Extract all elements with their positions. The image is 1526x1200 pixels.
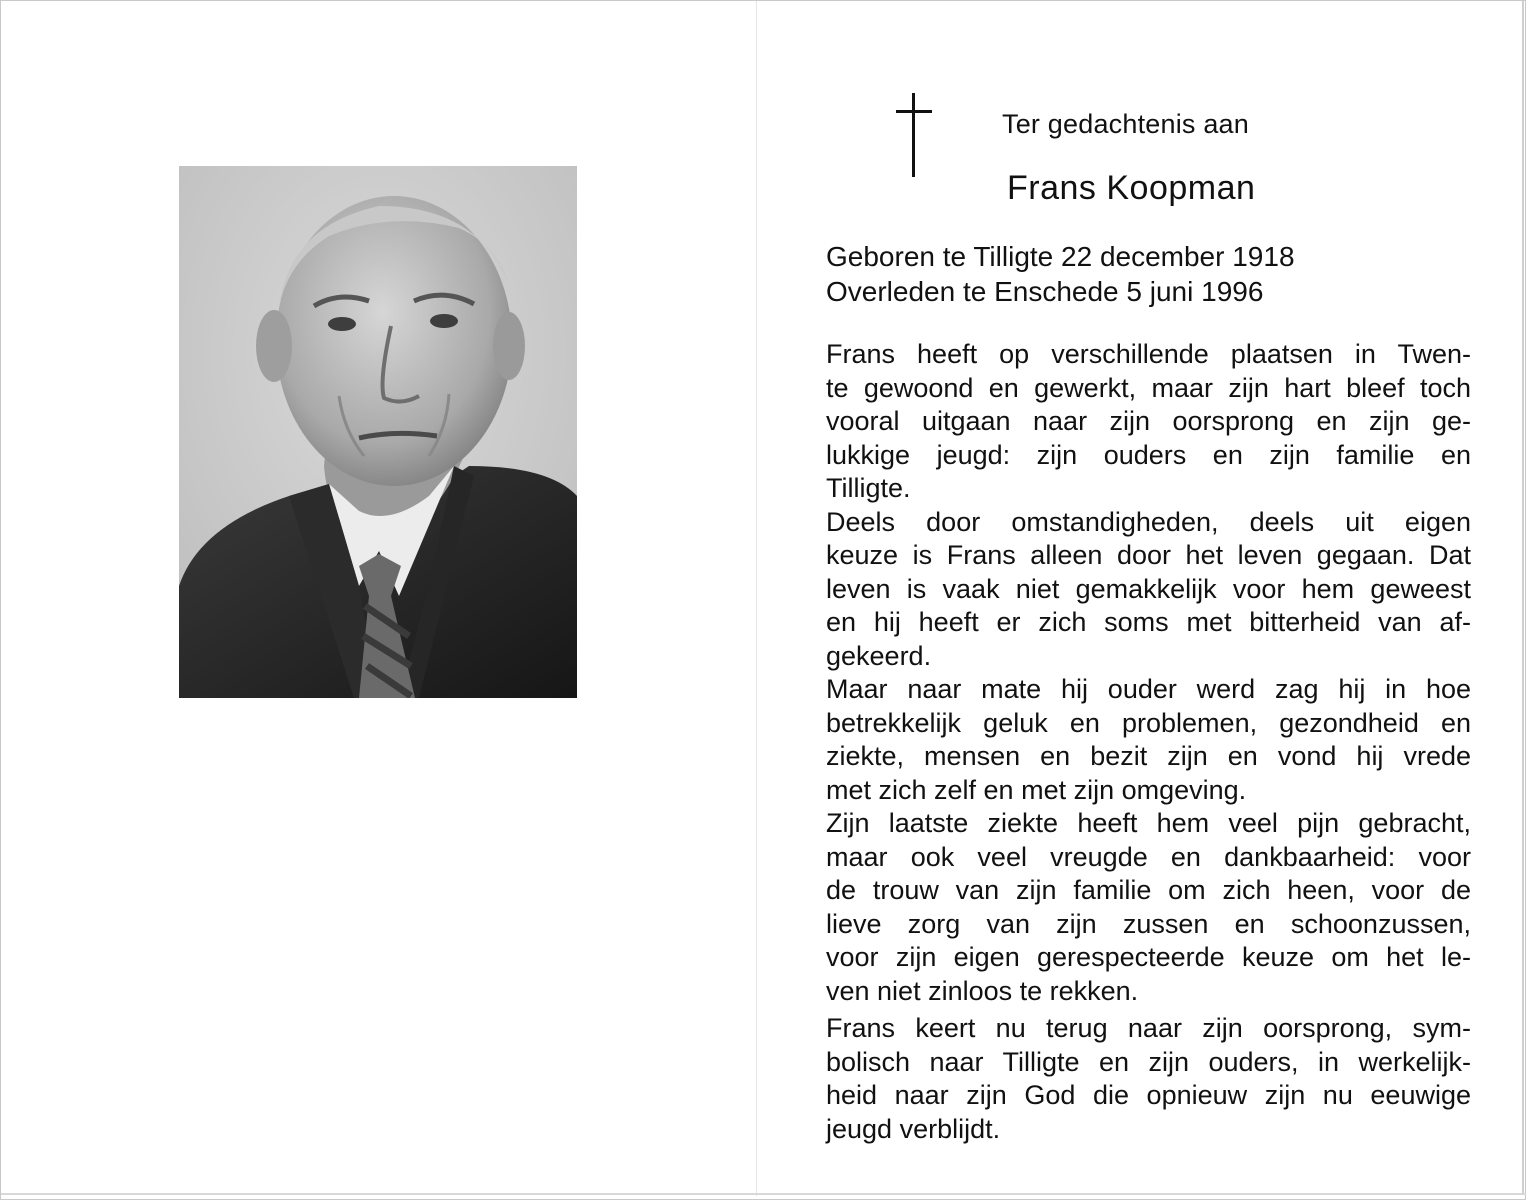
text-line: keuze is Frans alleen door het leven gegaan. Dat <box>826 540 1471 570</box>
cross-icon <box>894 93 934 184</box>
card-edge <box>1522 1 1524 1195</box>
text-line: gekeerd. <box>826 640 932 671</box>
life-dates <box>826 239 1295 309</box>
text-line: leven is vaak niet gemakkelijk voor hem geweest <box>826 573 1471 604</box>
portrait-illustration <box>179 166 577 698</box>
text-line: Frans heeft op verschillende plaatsen in Twen- <box>826 339 1471 369</box>
card-fold <box>756 1 757 1196</box>
paragraph <box>826 807 1471 1008</box>
text-line: en hij heeft er zich soms met bitterheid van af- <box>826 607 1471 637</box>
text-line: de trouw van zijn familie om zich heen, voor de <box>826 875 1471 905</box>
dedication-heading: Ter gedachtenis aan <box>1002 109 1249 139</box>
text-line: Maar naar mate hij ouder werd zag hij in hoe <box>826 674 1471 704</box>
text-line: lukkige jeugd: zijn ouders en zijn familie en <box>826 439 1471 470</box>
paragraph <box>826 506 1471 674</box>
text-line: Frans keert nu terug naar zijn oorsprong, sym- <box>826 1013 1471 1043</box>
text-line: Zijn laatste ziekte heeft hem veel pijn gebracht, <box>826 808 1471 838</box>
portrait-photo <box>179 166 577 698</box>
text-line: te gewoond en gewerkt, maar zijn hart bleef toch <box>826 372 1471 403</box>
text-line: betrekkelijk geluk en problemen, gezondheid en <box>826 707 1471 738</box>
memorial-text <box>826 338 1471 1146</box>
text-line: ven niet zinloos te rekken. <box>826 975 1139 1006</box>
text-line: bolisch naar Tilligte en zijn ouders, in werkelijk- <box>826 1046 1471 1077</box>
birth-line: Geboren te Tilligte 22 december 1918 <box>826 241 1295 272</box>
paragraph <box>826 673 1471 807</box>
paragraph <box>826 338 1471 506</box>
text-line: maar ook veel vreugde en dankbaarheid: voor <box>826 841 1471 872</box>
deceased-name: Frans Koopman <box>1007 169 1256 207</box>
text-line: jeugd verblijdt. <box>826 1113 1001 1144</box>
text-line: voor zijn eigen gerespecteerde keuze om het le- <box>826 942 1471 972</box>
text-line: Tilligte. <box>826 473 911 503</box>
text-line: vooral uitgaan naar zijn oorsprong en zijn ge- <box>826 406 1471 436</box>
text-line: ziekte, mensen en bezit zijn en vond hij vrede <box>826 741 1471 771</box>
text-line: Deels door omstandigheden, deels uit eigen <box>826 506 1471 537</box>
card-edge-bottom <box>1 1193 1526 1195</box>
death-line: Overleden te Enschede 5 juni 1996 <box>826 276 1264 307</box>
text-line: lieve zorg van zijn zussen en schoonzussen, <box>826 908 1471 939</box>
paragraph <box>826 1012 1471 1146</box>
text-line: heid naar zijn God die opnieuw zijn nu eeuwige <box>826 1080 1471 1110</box>
text-line: met zich zelf en met zijn omgeving. <box>826 774 1247 805</box>
